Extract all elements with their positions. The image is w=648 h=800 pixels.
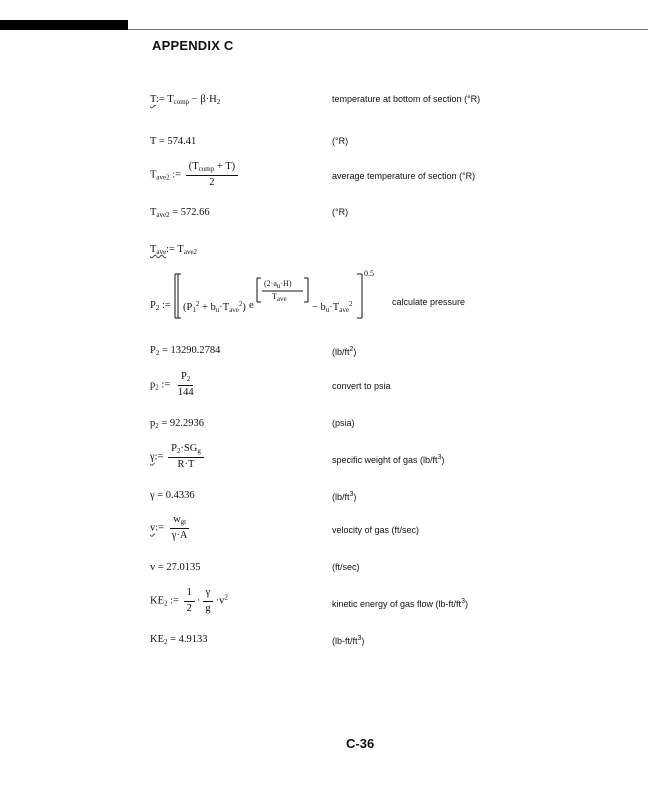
desc-specific-weight: specific weight of gas $(lb/ft^3)$ xyxy=(332,454,445,465)
header-bar xyxy=(0,20,128,30)
desc-temperature-bottom: temperature at bottom of section (°R) xyxy=(332,94,481,104)
equation-pressure: $P_2$ := $(P_1^2 + b_u\cdot T_{ave}^2)$ e $(2\cdot a_u\cdot H)$ $T_{ave}$ − $b_u\cdot T_{ave}^2$ 0.5 xyxy=(150,268,380,318)
result-temperature: T = 574.41 xyxy=(150,136,197,147)
page-number: C-36 xyxy=(346,736,375,751)
unit-kinetic-energy: $(lb-ft/ft^3)$ xyxy=(332,635,365,646)
fraction-gamma-over-g: $\frac{\gamma}{g}$ xyxy=(202,588,213,614)
desc-velocity: velocity of gas (ft/sec) xyxy=(332,525,420,535)
appendix-title: APPENDIX C xyxy=(152,38,234,53)
result-velocity: v = 27.0135 xyxy=(150,562,201,573)
equation-average-temperature: $T_{ave2}$ := $\frac{(T_{comp} + T)}{2}$ xyxy=(150,162,240,189)
fraction-specific-weight: $\frac{P_2\cdot SG_g}{R\cdot T}$ xyxy=(168,444,204,471)
fraction-velocity: $\frac{w_{gt}}{\gamma\cdot A}$ xyxy=(171,514,188,541)
fraction-convert-psia: $\frac{P_2}{144}$ xyxy=(177,371,194,398)
result-psia: $p_2 = 92.2936$ xyxy=(150,418,205,430)
desc-average-temperature: average temperature of section (°R) xyxy=(332,171,476,181)
equation-specific-weight: γ:= $\frac{P_2\cdot SG_g}{R\cdot T}$ xyxy=(150,444,206,471)
result-pressure: $P_2 = 13290.2784$ xyxy=(150,345,221,357)
unit-psia: (psia) xyxy=(332,418,355,428)
unit-temperature: (°R) xyxy=(332,136,349,146)
fraction-average-temperature: $\frac{(T_{comp} + T)}{2}$ xyxy=(186,162,238,189)
equation-convert-psia: $p_2$ := $\frac{P_2}{144}$ xyxy=(150,372,199,399)
unit-specific-weight: $(lb/ft^3)$ xyxy=(332,491,357,502)
result-specific-weight: γ = 0.4336 xyxy=(150,490,195,501)
unit-pressure: $(lb/ft^2)$ xyxy=(332,346,357,357)
equation-assign-average: $T_{ave}:= T_{ave2}$ xyxy=(150,244,198,256)
desc-convert-psia: convert to psia xyxy=(332,381,391,391)
desc-kinetic-energy: kinetic energy of gas flow $(lb-ft/ft^3)$ xyxy=(332,598,468,609)
header-rule xyxy=(128,29,648,30)
equation-velocity: v:= $\frac{w_{gt}}{\gamma\cdot A}$ xyxy=(150,515,192,542)
desc-pressure: calculate pressure xyxy=(392,297,466,307)
result-kinetic-energy: $KE_2 = 4.9133$ xyxy=(150,634,208,646)
equation-kinetic-energy: $KE_2$ := $\frac{1}{2}$ · $\frac{\gamma}{g}$ $\cdot v^2$ xyxy=(150,587,228,614)
unit-average-temperature: (°R) xyxy=(332,207,349,217)
fraction-one-half: $\frac{1}{2}$ xyxy=(184,588,195,614)
unit-velocity: (ft/sec) xyxy=(332,562,360,572)
result-average-temperature: $T_{ave2} = 572.66$ xyxy=(150,207,210,219)
equation-temperature-bottom: T:= $T_{comp} - \beta\cdot H_2$ xyxy=(150,94,221,106)
